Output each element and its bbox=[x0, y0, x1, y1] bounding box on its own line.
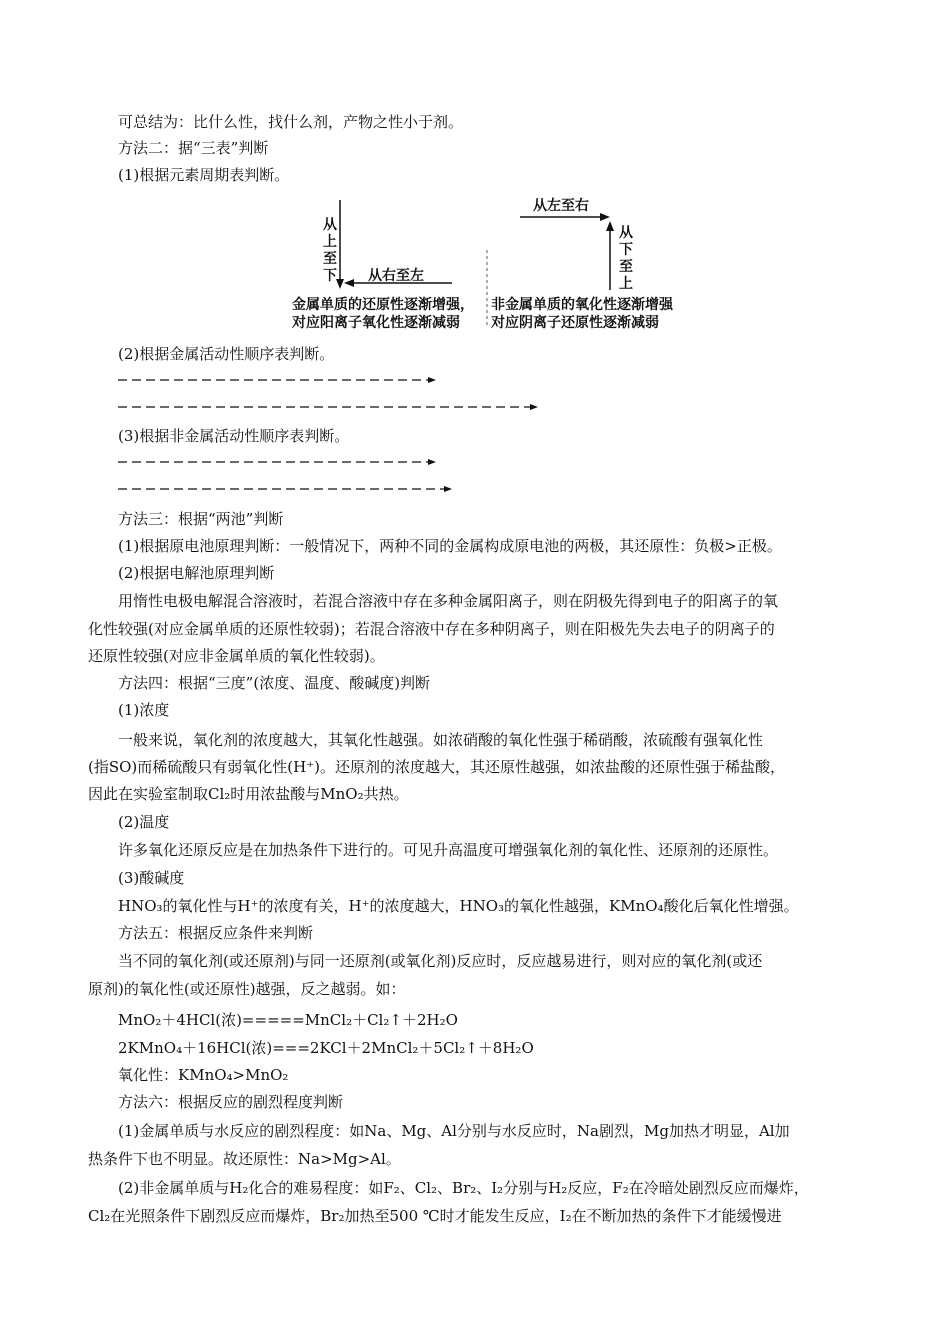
condition-para-1: 当不同的氧化剂(或还原剂)与同一还原剂(或氧化剂)反应时，反应越易进行，则对应的氧化剂(或还 bbox=[118, 952, 763, 970]
concentration-para-1: 一般来说，氧化剂的浓度越大，其氧化性越强。如浓硝酸的氧化性强于稀硝酸，浓硫酸有强氧化性 bbox=[118, 731, 764, 749]
nonmetal-series-arrow-1 bbox=[118, 456, 438, 468]
metal-series-arrow-2 bbox=[118, 401, 540, 413]
electrolysis-item: (2)根据电解池原理判断 bbox=[118, 564, 275, 582]
nonmetal-h2-para-2: Cl₂在光照条件下剧烈反应而爆炸，Br₂加热至500 ℃时才能发生反应，I₂在不断加热的条件下才能缓慢进 bbox=[88, 1207, 782, 1225]
temperature-para: 许多氧化还原反应是在加热条件下进行的。可见升高温度可增强氧化剂的氧化性、还原剂的还原性。 bbox=[118, 841, 779, 859]
method-two-heading: 方法二：据“三表”判断 bbox=[118, 139, 269, 157]
metal-series-arrow-1 bbox=[118, 374, 438, 386]
oxidizing-comparison: 氧化性：KMnO₄>MnO₂ bbox=[118, 1066, 289, 1084]
electrolysis-para-3: 还原性较强(对应非金属单质的氧化性较弱)。 bbox=[88, 647, 385, 665]
left-to-right-label: 从左至右 bbox=[533, 198, 589, 214]
electrolysis-para-2: 化性较强(对应金属单质的还原性较弱)；若混合溶液中存在多种阴离子，则在阳极先失去电子的阴离子的 bbox=[88, 620, 775, 638]
metal-caption-line1: 金属单质的还原性逐渐增强， bbox=[292, 297, 474, 313]
galvanic-cell-item: (1)根据原电池原理判断：一般情况下，两种不同的金属构成原电池的两极，其还原性：负极>正极。 bbox=[118, 537, 782, 555]
metal-water-para-1: (1)金属单质与水反应的剧烈程度：如Na、Mg、Al分别与水反应时，Na剧烈，Mg加热才明显，Al加 bbox=[118, 1122, 790, 1140]
method-six-heading: 方法六：根据反应的剧烈程度判断 bbox=[118, 1093, 344, 1111]
periodic-table-item: (1)根据元素周期表判断。 bbox=[118, 166, 290, 184]
equation-1: MnO₂＋4HCl(浓)=====MnCl₂＋Cl₂↑＋2H₂O bbox=[118, 1011, 458, 1029]
nonmetal-activity-item: (3)根据非金属活动性顺序表判断。 bbox=[118, 427, 350, 445]
diagram-arrows bbox=[280, 195, 720, 335]
nonmetal-caption-line2: 对应阴离子还原性逐渐减弱 bbox=[491, 315, 659, 331]
top-to-bottom-label: 从上至下 bbox=[323, 217, 337, 284]
method-three-heading: 方法三：根据“两池”判断 bbox=[118, 510, 284, 528]
metal-caption-line2: 对应阳离子氧化性逐渐减弱 bbox=[292, 315, 460, 331]
equation-2: 2KMnO₄＋16HCl(浓)===2KCl＋2MnCl₂＋5Cl₂↑＋8H₂O bbox=[118, 1039, 534, 1057]
right-to-left-label: 从右至左 bbox=[368, 268, 424, 284]
electrolysis-para-1: 用惰性电极电解混合溶液时，若混合溶液中存在多种金属阳离子，则在阴极先得到电子的阳离子的氧 bbox=[118, 592, 779, 610]
acidity-para: HNO₃的氧化性与H⁺的浓度有关，H⁺的浓度越大，HNO₃的氧化性越强，KMnO₄酸化后氧化性增强。 bbox=[118, 897, 799, 915]
concentration-para-2: (指SO)而稀硫酸只有弱氧化性(H⁺)。还原剂的浓度越大，其还原性越强，如浓盐酸的还原性强于稀盐酸， bbox=[88, 758, 785, 776]
summary-text: 可总结为：比什么性，找什么剂，产物之性小于剂。 bbox=[118, 113, 464, 131]
method-four-heading: 方法四：根据“三度”(浓度、温度、酸碱度)判断 bbox=[118, 674, 431, 692]
condition-para-2: 原剂)的氧化性(或还原性)越强，反之越弱。如： bbox=[88, 980, 406, 998]
metal-water-para-2: 热条件下也不明显。故还原性：Na>Mg>Al。 bbox=[88, 1150, 401, 1168]
concentration-para-3: 因此在实验室制取Cl₂时用浓盐酸与MnO₂共热。 bbox=[88, 785, 409, 803]
nonmetal-series-arrow-2 bbox=[118, 483, 454, 495]
periodic-trend-diagram bbox=[280, 195, 720, 335]
concentration-item: (1)浓度 bbox=[118, 701, 170, 719]
nonmetal-h2-para-1: (2)非金属单质与H₂化合的难易程度：如F₂、Cl₂、Br₂、I₂分别与H₂反应，F₂在冷暗处剧烈反应而爆炸， bbox=[118, 1179, 809, 1197]
acidity-item: (3)酸碱度 bbox=[118, 869, 185, 887]
bottom-to-top-label: 从下至上 bbox=[619, 225, 633, 292]
metal-activity-item: (2)根据金属活动性顺序表判断。 bbox=[118, 345, 335, 363]
nonmetal-caption-line1: 非金属单质的氧化性逐渐增强 bbox=[491, 297, 673, 313]
temperature-item: (2)温度 bbox=[118, 813, 170, 831]
method-five-heading: 方法五：根据反应条件来判断 bbox=[118, 924, 314, 942]
